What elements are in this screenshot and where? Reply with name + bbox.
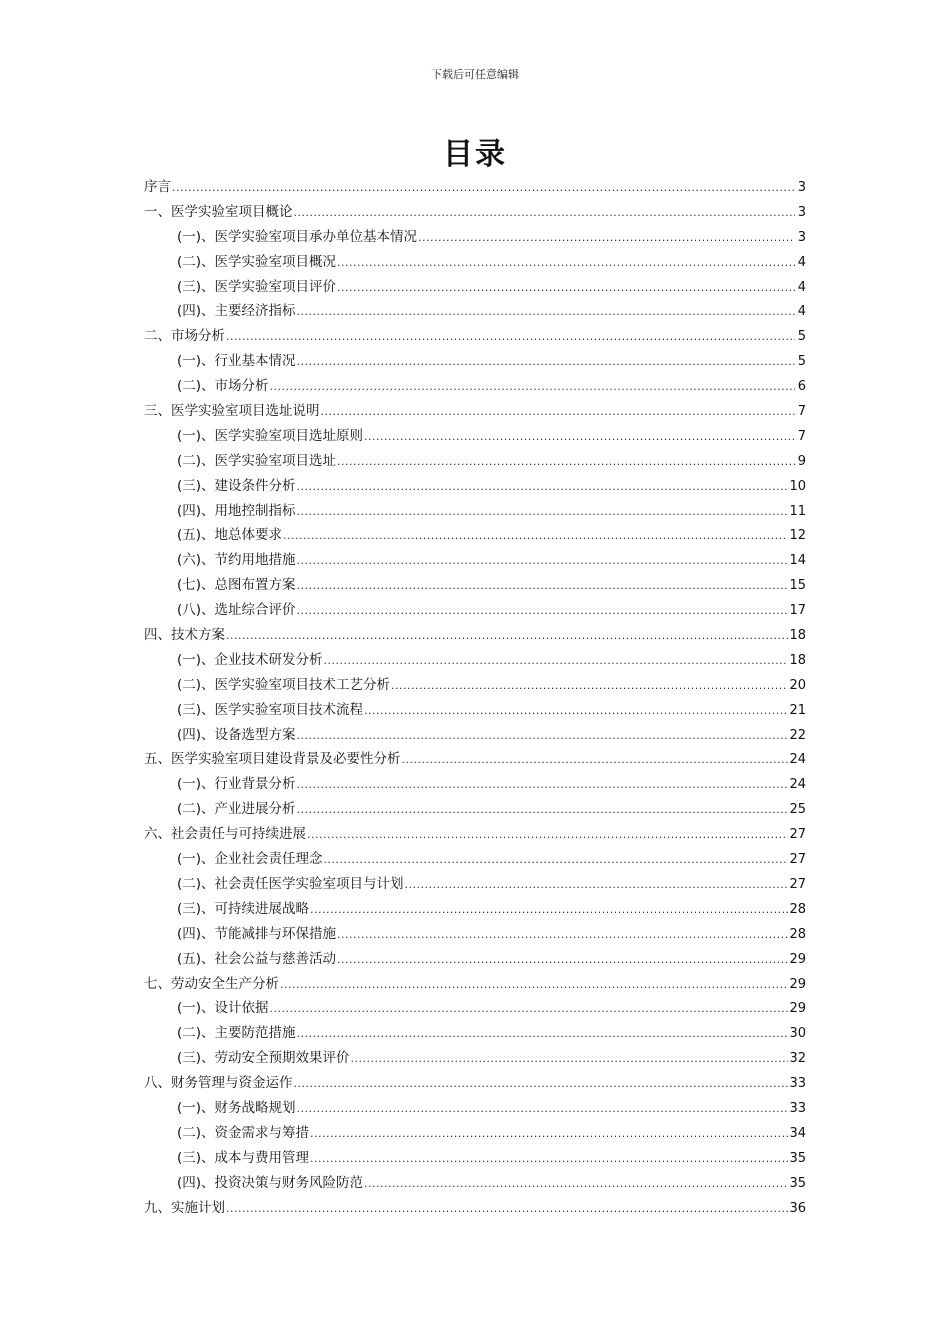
toc-entry-title: 四、技术方案 <box>144 627 225 644</box>
toc-entry[interactable] <box>144 1071 806 1096</box>
toc-entry[interactable] <box>144 200 806 225</box>
toc-page-number: 7 <box>797 428 806 444</box>
toc-page-number: 29 <box>789 951 806 967</box>
toc-entry-title: 一、医学实验室项目概论 <box>144 203 293 220</box>
toc-leader-dots <box>294 201 796 226</box>
toc-entry-title: (四)、主要经济指标 <box>177 303 296 320</box>
toc-entry-title: (三)、成本与费用管理 <box>177 1149 310 1166</box>
toc-entry-title: (三)、可持续进展战略 <box>177 900 310 917</box>
toc-subentry[interactable] <box>144 996 806 1021</box>
toc-page-number: 15 <box>789 578 806 594</box>
toc-entry-title: (一)、设计依据 <box>177 1000 269 1017</box>
toc-subentry[interactable] <box>144 374 806 399</box>
toc-leader-dots <box>226 624 788 649</box>
page-header: 下载后可任意编辑 <box>431 68 519 81</box>
toc-page-number: 18 <box>789 652 806 668</box>
toc-entry-title: 六、社会责任与可持续进展 <box>144 826 306 843</box>
toc-subentry[interactable] <box>144 1171 806 1196</box>
toc-page-number: 29 <box>789 1001 806 1017</box>
toc-leader-dots <box>364 699 788 724</box>
toc-leader-dots <box>337 276 795 301</box>
toc-subentry[interactable] <box>144 723 806 748</box>
toc-entry-title: (三)、医学实验室项目评价 <box>177 278 337 295</box>
toc-page-number: 3 <box>797 229 806 245</box>
toc-page-number: 33 <box>789 1100 806 1116</box>
toc-leader-dots <box>337 923 788 948</box>
toc-subentry[interactable] <box>144 1046 806 1071</box>
toc-subentry[interactable] <box>144 499 806 524</box>
toc-entry-title: (二)、主要防范措施 <box>177 1025 296 1042</box>
toc-page-number: 4 <box>797 279 806 295</box>
toc-leader-dots <box>297 798 789 823</box>
toc-leader-dots <box>405 873 789 898</box>
toc-subentry[interactable] <box>144 225 806 250</box>
toc-page-number: 9 <box>797 453 806 469</box>
toc-subentry[interactable] <box>144 275 806 300</box>
toc-leader-dots <box>226 1197 788 1222</box>
toc-subentry[interactable] <box>144 1146 806 1171</box>
toc-leader-dots <box>364 1172 788 1197</box>
toc-entry[interactable] <box>144 175 806 200</box>
toc-subentry[interactable] <box>144 772 806 797</box>
toc-entry-title: (一)、医学实验室项目承办单位基本情况 <box>177 228 418 245</box>
toc-entry-title: (一)、行业背景分析 <box>177 776 296 793</box>
toc-leader-dots <box>307 823 788 848</box>
toc-leader-dots <box>297 574 789 599</box>
toc-entry-title: (四)、设备选型方案 <box>177 726 296 743</box>
toc-page-number: 27 <box>789 852 806 868</box>
toc-entry-title: 二、市场分析 <box>144 328 225 345</box>
table-of-contents <box>144 175 806 1220</box>
toc-entry-title: (二)、市场分析 <box>177 378 269 395</box>
toc-entry-title: 序言 <box>144 179 171 195</box>
toc-leader-dots <box>297 1022 789 1047</box>
toc-leader-dots <box>310 1122 788 1147</box>
toc-subentry[interactable] <box>144 449 806 474</box>
toc-entry[interactable] <box>144 822 806 847</box>
toc-entry-title: (四)、用地控制指标 <box>177 502 296 519</box>
toc-subentry[interactable] <box>144 922 806 947</box>
toc-page-number: 14 <box>789 553 806 569</box>
toc-page-number: 21 <box>789 702 806 718</box>
toc-leader-dots <box>172 176 795 201</box>
toc-subentry[interactable] <box>144 523 806 548</box>
toc-entry-title: (四)、节能减排与环保措施 <box>177 925 337 942</box>
page-title: 目录 <box>443 137 507 172</box>
toc-page-number: 4 <box>797 254 806 270</box>
toc-entry-title: (七)、总图布置方案 <box>177 577 296 594</box>
toc-entry-title: (二)、资金需求与筹措 <box>177 1124 310 1141</box>
toc-subentry[interactable] <box>144 673 806 698</box>
toc-entry-title: (一)、行业基本情况 <box>177 353 296 370</box>
toc-leader-dots <box>297 350 795 375</box>
toc-page-number: 25 <box>789 802 806 818</box>
toc-leader-dots <box>297 1097 789 1122</box>
toc-subentry[interactable] <box>144 424 806 449</box>
toc-leader-dots <box>337 251 795 276</box>
toc-page-number: 27 <box>789 876 806 892</box>
toc-entry-title: (二)、社会责任医学实验室项目与计划 <box>177 875 404 892</box>
toc-entry-title: (五)、地总体要求 <box>177 527 283 544</box>
toc-page-number: 5 <box>797 354 806 370</box>
toc-page-number: 5 <box>797 329 806 345</box>
toc-leader-dots <box>310 1147 788 1172</box>
toc-leader-dots <box>297 300 795 325</box>
toc-subentry[interactable] <box>144 1021 806 1046</box>
toc-page-number: 10 <box>789 478 806 494</box>
toc-page-number: 36 <box>789 1200 806 1216</box>
toc-entry[interactable] <box>144 1196 806 1221</box>
toc-entry-title: (二)、产业进展分析 <box>177 801 296 818</box>
toc-leader-dots <box>391 674 788 699</box>
toc-leader-dots <box>337 948 788 973</box>
toc-page-number: 32 <box>789 1051 806 1067</box>
toc-page-number: 33 <box>789 1076 806 1092</box>
toc-leader-dots <box>310 898 788 923</box>
toc-page-number: 22 <box>789 727 806 743</box>
toc-page-number: 24 <box>789 777 806 793</box>
toc-subentry[interactable] <box>144 299 806 324</box>
toc-page-number: 4 <box>797 304 806 320</box>
toc-page-number: 17 <box>789 603 806 619</box>
toc-page-number: 27 <box>789 827 806 843</box>
toc-leader-dots <box>297 475 789 500</box>
toc-page-number: 34 <box>789 1125 806 1141</box>
toc-page-number: 30 <box>789 1026 806 1042</box>
toc-subentry[interactable] <box>144 947 806 972</box>
toc-page-number: 35 <box>789 1175 806 1191</box>
toc-entry-title: (二)、医学实验室项目概况 <box>177 253 337 270</box>
toc-entry[interactable] <box>144 399 806 424</box>
toc-entry-title: (一)、企业社会责任理念 <box>177 851 323 868</box>
toc-leader-dots <box>351 1047 789 1072</box>
toc-page-number: 7 <box>797 404 806 420</box>
toc-entry-title: 九、实施计划 <box>144 1199 225 1216</box>
toc-page-number: 6 <box>797 379 806 395</box>
toc-leader-dots <box>297 599 789 624</box>
toc-entry-title: (二)、医学实验室项目技术工艺分析 <box>177 676 391 693</box>
toc-page-number: 24 <box>789 752 806 768</box>
toc-leader-dots <box>297 773 789 798</box>
toc-entry[interactable] <box>144 972 806 997</box>
toc-subentry[interactable] <box>144 897 806 922</box>
toc-page-number: 20 <box>789 677 806 693</box>
toc-entry-title: (八)、选址综合评价 <box>177 602 296 619</box>
toc-subentry[interactable] <box>144 573 806 598</box>
toc-page-number: 35 <box>789 1150 806 1166</box>
toc-entry-title: 八、财务管理与资金运作 <box>144 1075 293 1092</box>
toc-leader-dots <box>297 724 789 749</box>
toc-page-number: 28 <box>789 901 806 917</box>
toc-leader-dots <box>402 748 789 773</box>
toc-entry[interactable] <box>144 324 806 349</box>
toc-entry-title: (一)、企业技术研发分析 <box>177 651 323 668</box>
toc-subentry[interactable] <box>144 648 806 673</box>
toc-leader-dots <box>324 649 789 674</box>
toc-page-number: 18 <box>789 628 806 644</box>
toc-entry-title: (四)、投资决策与财务风险防范 <box>177 1174 364 1191</box>
toc-subentry[interactable] <box>144 598 806 623</box>
toc-entry-title: (五)、社会公益与慈善活动 <box>177 950 337 967</box>
toc-leader-dots <box>270 997 789 1022</box>
toc-entry-title: 七、劳动安全生产分析 <box>144 975 279 992</box>
toc-page-number: 3 <box>797 204 806 220</box>
toc-subentry[interactable] <box>144 1096 806 1121</box>
toc-entry-title: (三)、建设条件分析 <box>177 477 296 494</box>
toc-subentry[interactable] <box>144 1121 806 1146</box>
toc-entry-title: (二)、医学实验室项目选址 <box>177 452 337 469</box>
toc-entry-title: (一)、医学实验室项目选址原则 <box>177 427 364 444</box>
toc-leader-dots <box>364 425 795 450</box>
toc-entry-title: (三)、劳动安全预期效果评价 <box>177 1050 350 1067</box>
toc-subentry[interactable] <box>144 847 806 872</box>
toc-leader-dots <box>280 973 788 998</box>
toc-leader-dots <box>321 400 796 425</box>
toc-leader-dots <box>297 549 789 574</box>
toc-subentry[interactable] <box>144 698 806 723</box>
toc-leader-dots <box>324 848 789 873</box>
toc-entry-title: (一)、财务战略规划 <box>177 1099 296 1116</box>
toc-subentry[interactable] <box>144 872 806 897</box>
toc-entry-title: 三、医学实验室项目选址说明 <box>144 403 320 420</box>
toc-entry[interactable] <box>144 747 806 772</box>
toc-subentry[interactable] <box>144 349 806 374</box>
toc-page-number: 11 <box>789 503 806 519</box>
toc-leader-dots <box>270 375 795 400</box>
toc-subentry[interactable] <box>144 797 806 822</box>
toc-entry-title: (六)、节约用地措施 <box>177 552 296 569</box>
toc-page-number: 3 <box>797 180 806 195</box>
toc-subentry[interactable] <box>144 548 806 573</box>
toc-page-number: 29 <box>789 976 806 992</box>
toc-leader-dots <box>226 325 795 350</box>
toc-leader-dots <box>297 500 789 525</box>
toc-entry[interactable] <box>144 623 806 648</box>
toc-page-number: 28 <box>789 926 806 942</box>
toc-entry-title: (三)、医学实验室项目技术流程 <box>177 701 364 718</box>
toc-subentry[interactable] <box>144 250 806 275</box>
toc-leader-dots <box>418 226 795 251</box>
toc-page-number: 12 <box>789 528 806 544</box>
toc-subentry[interactable] <box>144 474 806 499</box>
toc-leader-dots <box>337 450 795 475</box>
toc-leader-dots <box>294 1072 789 1097</box>
toc-entry-title: 五、医学实验室项目建设背景及必要性分析 <box>144 751 401 768</box>
toc-leader-dots <box>283 524 788 549</box>
